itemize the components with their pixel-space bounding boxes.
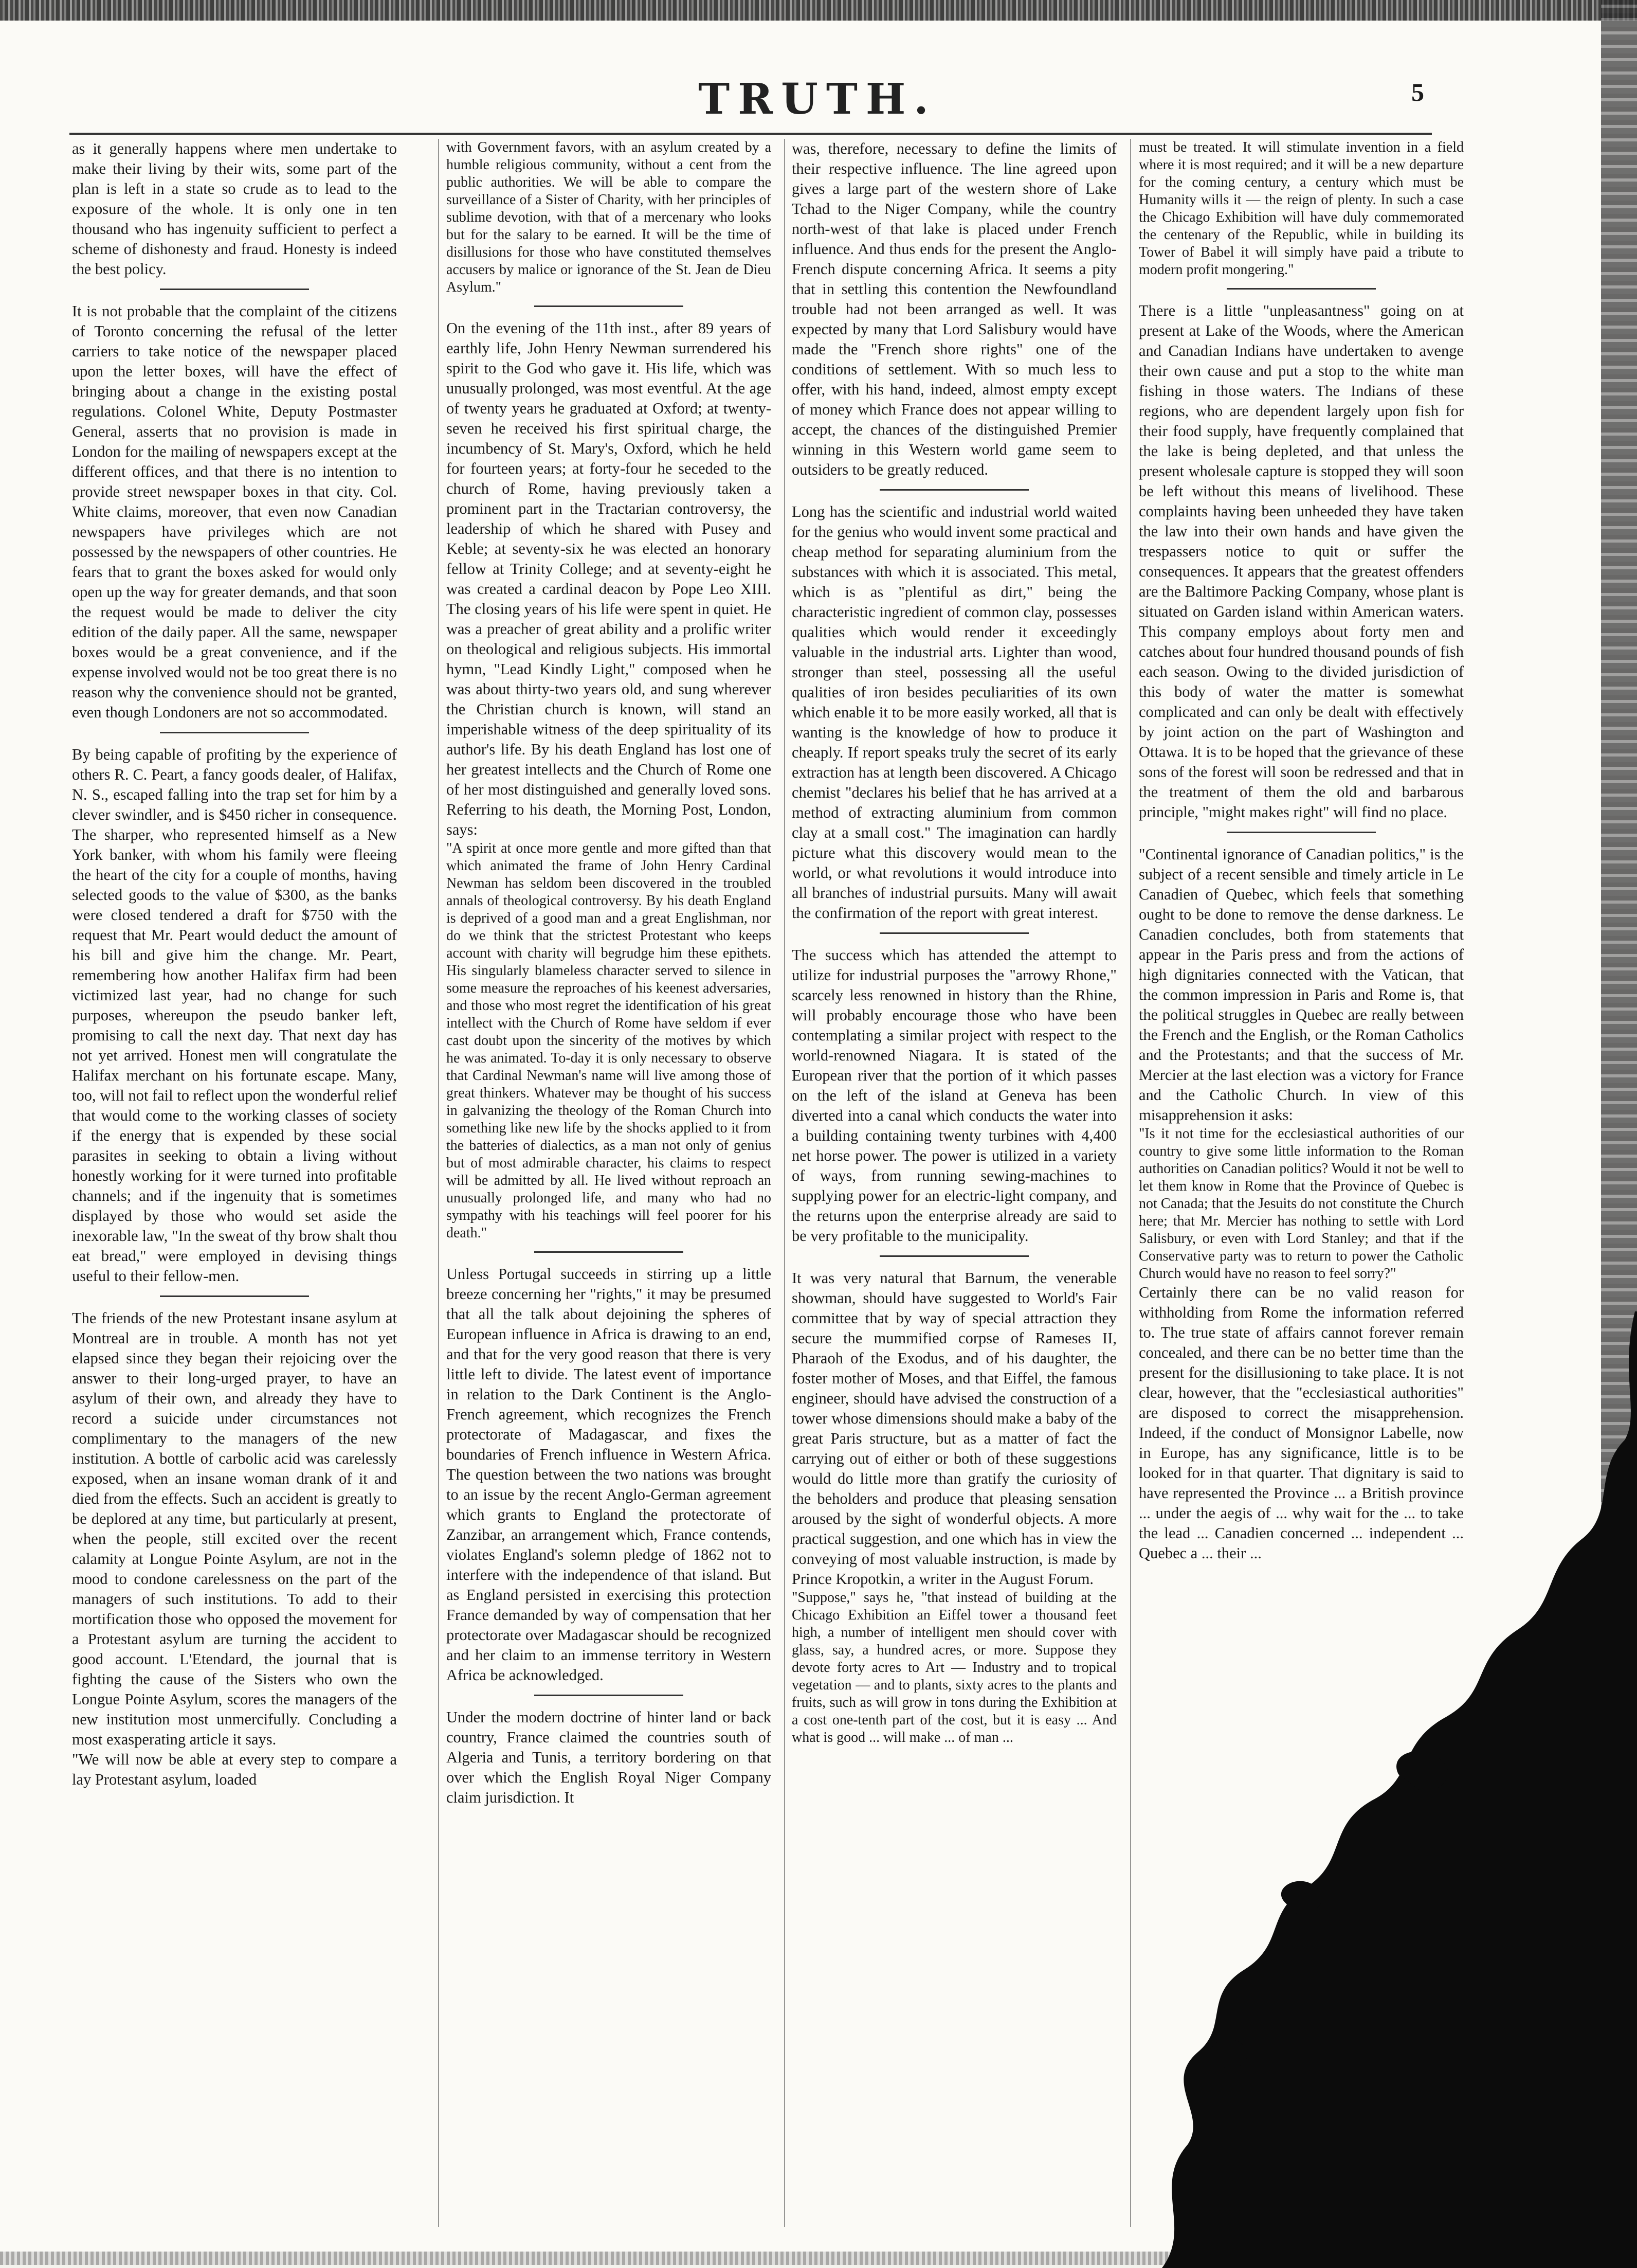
quoted-passage: "A spirit at once more gentle and more gifted than that which animated the frame of John Henry Cardinal Newman has seldom been discovered in the troubled annals of theological controversy. By his death England is deprived of a good man and a great Englishman, nor do we think that the strictest Protestant who keeps account with charity will begrudge him these epithets. His singularly blameless character served to silence in some measure the reproaches of his keenest adversaries, and those who most regret the identification of his great intellect with the Church of Rome have seldom if ever cast doubt upon the sincerity of the motives by which he was animated. To-day it is only necessary to observe that Cardinal Newman's name will live among those of great thinkers. Whatever may be thought of his success in galvanizing the theology of the Roman Church into something like new life by the shocks applied to it from the batteries of dialectics, as a man not only of genius but of most admirable character, his claims to respect will be admitted by all. He lived without reproach an unusually prolonged life, and many who had no sympathy with his teachings will feel poorer for his death." [446, 840, 771, 1241]
article-paragraph: The friends of the new Protestant insane asylum at Montreal are in trouble. A month has not yet elapsed since they began their rejoicing over the answer to their long-urged prayer, to have an asylum of their own, and already they have to record a suicide under circumstances not complimentary to the managers of the new institution. A bottle of carbolic acid was carelessly exposed, when an insane woman drank of it and died from the effects. Such an accident is greatly to be deplored at any time, but particularly at present, when the people, still excited over the recent calamity at Longue Pointe Asylum, are not in the mood to condone carelessness on the part of the managers of such institutions. To add to their mortification those who opposed the movement for a Protestant asylum are turning the accident to good account. L'Etendard, the journal that is fighting the cause of the Sisters who own the Longue Pointe Asylum, scores the managers of the new institution most unmercifully. Concluding a most exasperating article it says. [72, 1309, 397, 1748]
column-divider [438, 139, 439, 2227]
masthead-rule [69, 133, 1432, 135]
article-separator [160, 732, 309, 733]
article-paragraph: Certainly there can be no valid reason for withholding from Rome the information referred to. The true state of affairs cannot forever remain concealed, and there can be no better time than the present for the disillusioning to take place. It is not clear, however, that the "ecclesiastical authorities" are disposed to correct the misapprehension. Indeed, if the conduct of Monsignor Labelle, now in Europe, has any significance, little is to be looked for in that quarter. That dignitary is said to have represented the Province ... a British province ... under the aegis of ... why wait for the ... to take the lead ... Canadien concerned ... independent ... Quebec a ... their ... [1139, 1284, 1464, 1562]
article-separator [534, 1251, 683, 1253]
article-paragraph: "We will now be able at every step to compare a lay Protestant asylum, loaded [72, 1751, 397, 1788]
article-separator [534, 1695, 683, 1696]
column-3 [792, 139, 1117, 2222]
article-separator [880, 489, 1029, 491]
article-paragraph: as it generally happens where men undertake to make their living by their wits, some part of the plan is left in a state so crude as to lead to the exposure of the whole. It is only one in ten thousand who has ingenuity sufficient to perfect a scheme of dishonesty and fraud. Honesty is indeed the best policy. [72, 140, 397, 278]
article-paragraph: It is not probable that the complaint of the citizens of Toronto concerning the refusal of the letter carriers to take notice of the newspaper placed upon the letter boxes, will have the effect of bringing about a change in the existing postal regulations. Colonel White, Deputy Postmaster General, asserts that no provision is made in London for the mailing of newspapers except at the different offices, and that there is no intention to provide street newspaper boxes in that city. Col. White claims, moreover, that even now Canadian newspapers have privileges which are not possessed by the newspapers of other countries. He fears that to grant the boxes asked for would only open up the way for greater demands, and that soon the request would be made to deliver the city edition of the daily paper. All the same, newspaper boxes would be a great convenience, and if the expense involved would not be too great there is no reason why the convenience should not be granted, even though Londoners are not so accommodated. [72, 302, 397, 721]
column-2 [446, 139, 771, 2222]
article-separator [880, 932, 1029, 934]
article-paragraph: Long has the scientific and industrial world waited for the genius who would invent some practical and cheap method for separating aluminium from the substances with which it is associated. This metal, which is as "plentiful as dirt," being the characteristic ingredient of common clay, possesses qualities which would render it exceedingly valuable in the industrial arts. Lighter than wood, stronger than steel, possessing all the useful qualities of iron besides peculiarities of its own which enable it to be more easily worked, all that is wanting is the knowledge of how to produce it cheaply. If report speaks truly the secret of its early extraction has at length been discovered. A Chicago chemist "declares his belief that he has arrived at a method of extracting aluminium from common clay at a small cost." The imagination can hardly picture what this discovery would mean to the world, or what revolutions it would introduce into all branches of industrial pursuits. Many will await the confirmation of the report with great interest. [792, 503, 1117, 922]
quoted-passage: must be treated. It will stimulate invention in a field where it is most required; and it will be a new departure for the coming century, a century which must be Humanity wills it — the reign of plenty. In such a case the Chicago Exhibition will have duly commemorated the centenary of the Republic, while in building its Tower of Babel it will simply have paid a tribute to modern profit mongering." [1139, 139, 1464, 278]
article-separator [880, 1255, 1029, 1257]
article-separator [1227, 288, 1376, 290]
quoted-passage: "Suppose," says he, "that instead of building at the Chicago Exhibition an Eiffel tower a thousand feet high, a number of intelligent men should cover with glass, say, a hundred acres, or more. Suppose they devote forty acres to Art — Industry and to tropical vegetation — and to plants, sixty acres to the plants and fruits, such as will grow in tons during the Exhibition at a cost one-tenth part of the cost, but it is easy ... And what is good ... will make ... of man ... [792, 1590, 1117, 1745]
article-separator [160, 289, 309, 290]
article-separator [534, 305, 683, 307]
column-1 [72, 139, 397, 2222]
masthead-title: TRUTH. [698, 75, 937, 124]
article-paragraph: On the evening of the 11th inst., after 89 years of earthly life, John Henry Newman surrendered his spirit to the God who gave it. His life, which was unusually prolonged, was most eventful. At the age of twenty years he graduated at Oxford; at twenty-seven he received his first spiritual charge, the incumbency of St. Mary's, Oxford, which he held for fourteen years; at forty-four he seceded to the church of Rome, having previously taken a prominent part in the Tractarian controversy, the leadership of which he shared with Pusey and Keble; at seventy-six he was elected an honorary fellow at Trinity College; and at seventy-eight he was created a cardinal deacon by Pope Leo XIII. The closing years of his life were spent in quiet. He was a preacher of great ability and a prolific writer on theological and religious subjects. His immortal hymn, "Lead Kindly Light," composed when he was about thirty-two years old, and sung wherever the Christian church is known, will stand an imperishable witness of the deep spirituality of its author's life. By his death England has lost one of her greatest intellects and the Church of Rome one of her most distinguished and generally loved sons. Referring to his death, the Morning Post, London, says: [446, 319, 771, 838]
article-paragraph: Under the modern doctrine of hinter land or back country, France claimed the countries south of Algeria and Tunis, a territory bordering on that over which the English Royal Niger Company claim jurisdiction. It [446, 1708, 771, 1806]
ink-damage-blot [1131, 1311, 1637, 2268]
scan-top-edge [0, 0, 1637, 21]
article-separator [1227, 832, 1376, 833]
article-paragraph: By being capable of profiting by the experience of others R. C. Peart, a fancy goods dealer, of Halifax, N. S., escaped falling into the trap set for him by a clever swindler, and is $450 richer in consequence. The sharper, who represented himself as a New York banker, with whom his family were fleeing the heart of the city for a couple of months, having selected goods to the value of $300, as the banks were closed tendered a draft for $750 with the request that Mr. Peart would deduct the amount of his bill and give him the change. Mr. Peart, remembering how another Halifax firm had been victimized last year, had no change for such purposes, whereupon the pseudo banker left, promising to call the next day. That next day has not yet arrived. Honest men will congratulate the Halifax merchant on his fortunate escape. Many, too, will not fail to reflect upon the wonderful relief that would come to the working classes of society if the energy that is expended by these social parasites in seeking to obtain a living without honestly working for it were turned into profitable channels; and if the ingenuity that is sometimes displayed by those who would set aside the inexorable law, "In the sweat of thy brow shalt thou eat bread," were employed in devising things useful to their fellow-men. [72, 746, 397, 1285]
article-paragraph: The success which has attended the attempt to utilize for industrial purposes the "arrowy Rhone," scarcely less renowned in history than the Rhine, will probably encourage those who have been contemplating a similar project with respect to the world-renowned Niagara. It is stated of the European river that the portion of it which passes on the left of the island at Geneva has been diverted into a canal which conducts the water into a building containing twenty turbines with 4,400 net horse power. The power is utilized in a variety of ways, from running sewing-machines to supplying power for an electric-light company, and the returns upon the enterprise already are said to be very profitable to the municipality. [792, 946, 1117, 1245]
quoted-passage: with Government favors, with an asylum created by a humble religious community, without a cent from the public authorities. We will be able to compare the surveillance of a Sister of Charity, with her principles of sublime devotion, with that of a mercenary who looks but for the salary to be earned. It will be the time of disillusions for those who have constituted themselves accusers by malice or ignorance of the St. Jean de Dieu Asylum." [446, 139, 771, 295]
article-separator [160, 1295, 309, 1297]
article-paragraph: There is a little "unpleasantness" going on at present at Lake of the Woods, where the American and Canadian Indians have undertaken to avenge their own cause and put a stop to the white man fishing in those waters. The Indians of these regions, who are dependent largely upon fish for their food supply, have frequently complained that the lake is being depleted, and that unless the present wholesale capture is stopped they will soon be left without this means of livelihood. These complaints having been unheeded they have taken the law into their own hands and have given the trespassers notice to quit or suffer the consequences. It appears that the greatest offenders are the Baltimore Packing Company, whose plant is situated on Garden island within American waters. This company employs about forty men and catches about four hundred thousand pounds of fish each season. Owing to the divided jurisdiction of this body of water the matter is somewhat complicated and can only be dealt with effectively by joint action on the part of Washington and Ottawa. It is to be hoped that the grievance of these sons of the forest will soon be redressed and that in the treatment of them the old and barbarous principle, "might makes right" will find no place. [1139, 302, 1464, 821]
article-paragraph: was, therefore, necessary to define the limits of their respective influence. The line agreed upon gives a large part of the western shore of Lake Tchad to the Niger Company, while the country north-west of that lake is placed under French influence. And thus ends for the present the Anglo-French dispute concerning Africa. It seems a pity that in settling this contention the Newfoundland trouble had not been arranged as well. It was expected by many that Lord Salisbury would have made the "French shore rights" one of the conditions of settlement. With so much less to offer, with his hand, indeed, almost empty except of money which France does not appear willing to accept, the chances of the distinguished Premier winning in this Western world game seem to outsiders to be greatly reduced. [792, 140, 1117, 478]
page-number: 5 [1411, 78, 1424, 106]
quoted-passage: "Is it not time for the ecclesiastical authorities of our country to give some little information to the Roman authorities on Canadian politics? Would it not be well to let them know in Rome that the Province of Quebec is not Canada; that the Jesuits do not constitute the Church here; that Mr. Mercier has nothing to settle with Lord Salisbury, or even with Lord Stanley; and that if the Conservative party was to return to power the Catholic Church would have no reason to feel sorry?" [1139, 1126, 1464, 1282]
column-divider [784, 139, 785, 2227]
article-paragraph: It was very natural that Barnum, the venerable showman, should have suggested to World's Fair committee that by way of special attraction they secure the mummified corpse of Rameses II, Pharaoh of the Exodus, and of his daughter, the foster mother of Moses, and that Eiffel, the famous engineer, should have advised the construction of a tower whose dimensions should make a baby of the great Paris structure, but as a matter of fact the carrying out of either or both of these suggestions would do little more than gratify the curiosity of the beholders and produce that pleasing sensation aroused by the sight of wonderful objects. A more practical suggestion, and one which has in view the conveying of most valuable instruction, is made by Prince Kropotkin, a writer in the August Forum. [792, 1269, 1117, 1588]
article-paragraph: Unless Portugal succeeds in stirring up a little breeze concerning her "rights," it may be presumed that all the talk about dejoining the spheres of European influence in Africa is drawing to an end, and that for the very good reason that there is very little left to divide. The latest event of importance in relation to the Dark Continent is the Anglo-French agreement, which recognizes the French protectorate of Madagascar, and fixes the boundaries of French influence in Western Africa. The question between the two nations was brought to an issue by the recent Anglo-German agreement which grants to England the protectorate of Zanzibar, an arrangement which, France contends, violates England's solemn pledge of 1862 not to interfere with the independence of that island. But as England persisted in exercising this protection France demanded by way of compensation that her protectorate over Madagascar should be recognized and her claim to an immense territory in Western Africa be acknowledged. [446, 1265, 771, 1684]
article-paragraph: "Continental ignorance of Canadian politics," is the subject of a recent sensible and timely article in Le Canadien of Quebec, which feels that something ought to be done to remove the dense darkness. Le Canadien concludes, both from statements that appear in the Paris press and from the actions of high dignitaries connected with the Vatican, that the common impression in Paris and Rome is, that the political struggles in Quebec are really between the French and the English, or the Roman Catholics and the Protestants; and that the success of Mr. Mercier at the last election was a victory for France and the Catholic Church. In view of this misapprehension it asks: [1139, 845, 1464, 1124]
